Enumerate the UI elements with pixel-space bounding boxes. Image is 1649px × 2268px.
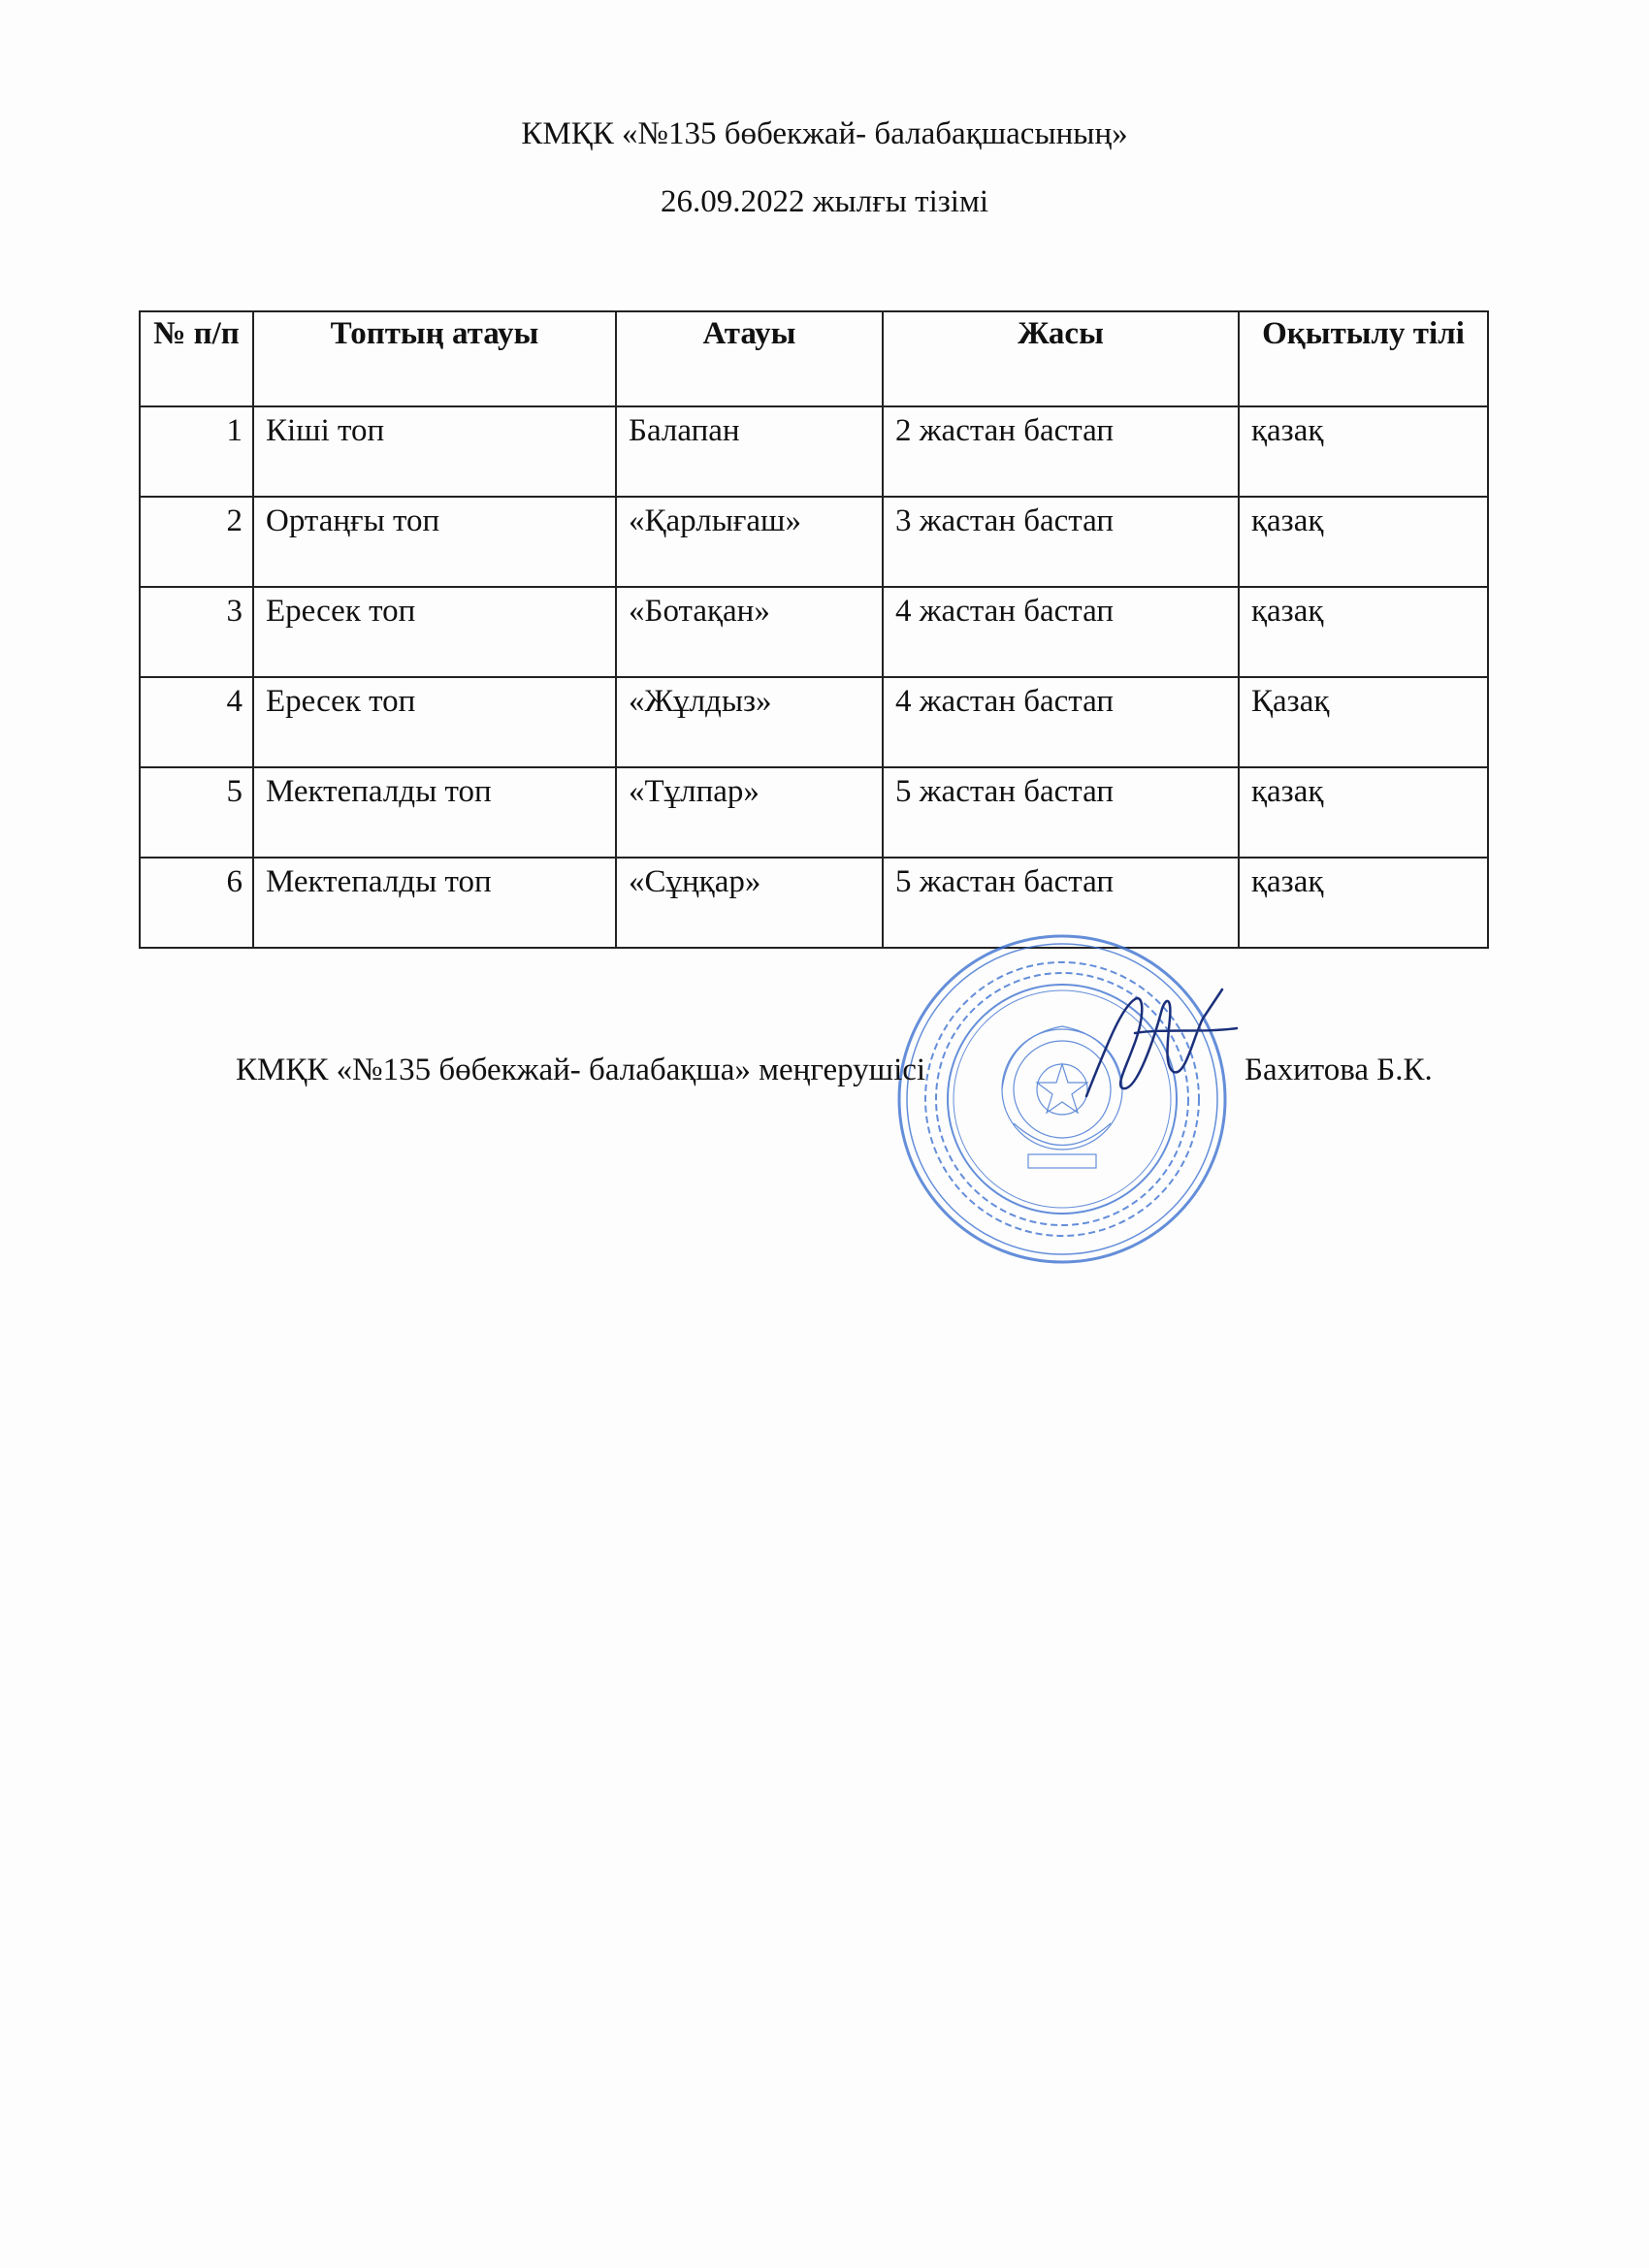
table-header-row	[140, 311, 1488, 406]
row-group-type: Кіші топ	[253, 406, 616, 497]
row-language: қазақ	[1239, 587, 1488, 677]
table-row	[140, 497, 1488, 587]
table-row	[140, 587, 1488, 677]
table-row	[140, 858, 1488, 948]
row-age: 4 жастан бастап	[883, 677, 1239, 767]
row-group-type: Мектепалды топ	[253, 767, 616, 858]
groups-table	[139, 310, 1489, 949]
row-group-name: «Ботақан»	[616, 587, 883, 677]
header-group-name: Атауы	[616, 311, 883, 406]
header-language: Оқытылу тілі	[1239, 311, 1488, 406]
row-language: қазақ	[1239, 858, 1488, 948]
document-title: КМҚК «№135 бөбекжай- балабақшасының»	[521, 116, 1128, 151]
row-age: 5 жастан бастап	[883, 767, 1239, 858]
row-group-name: Балапан	[616, 406, 883, 497]
row-number: 6	[140, 858, 253, 948]
row-number: 2	[140, 497, 253, 587]
row-age: 2 жастан бастап	[883, 406, 1239, 497]
table-row	[140, 767, 1488, 858]
row-language: қазақ	[1239, 497, 1488, 587]
row-group-name: «Қарлығаш»	[616, 497, 883, 587]
row-number: 5	[140, 767, 253, 858]
row-language: Қазақ	[1239, 677, 1488, 767]
header-age: Жасы	[883, 311, 1239, 406]
header-number: № п/п	[140, 311, 253, 406]
row-age: 4 жастан бастап	[883, 587, 1239, 677]
header-group-type: Топтың атауы	[253, 311, 616, 406]
row-number: 3	[140, 587, 253, 677]
row-group-type: Ересек топ	[253, 587, 616, 677]
row-group-type: Мектепалды топ	[253, 858, 616, 948]
document-subtitle: 26.09.2022 жылғы тізімі	[661, 184, 988, 219]
table-row	[140, 406, 1488, 497]
row-group-name: «Сұңқар»	[616, 858, 883, 948]
row-age: 5 жастан бастап	[883, 858, 1239, 948]
director-position: КМҚК «№135 бөбекжай- балабақша» меңгерушісі	[236, 1053, 926, 1087]
row-group-name: «Тұлпар»	[616, 767, 883, 858]
row-number: 4	[140, 677, 253, 767]
signature	[1077, 980, 1242, 1125]
row-number: 1	[140, 406, 253, 497]
row-group-type: Ересек топ	[253, 677, 616, 767]
row-age: 3 жастан бастап	[883, 497, 1239, 587]
row-language: қазақ	[1239, 406, 1488, 497]
table-row	[140, 677, 1488, 767]
director-name: Бахитова Б.К.	[1245, 1053, 1433, 1087]
row-language: қазақ	[1239, 767, 1488, 858]
row-group-name: «Жұлдыз»	[616, 677, 883, 767]
row-group-type: Ортаңғы топ	[253, 497, 616, 587]
